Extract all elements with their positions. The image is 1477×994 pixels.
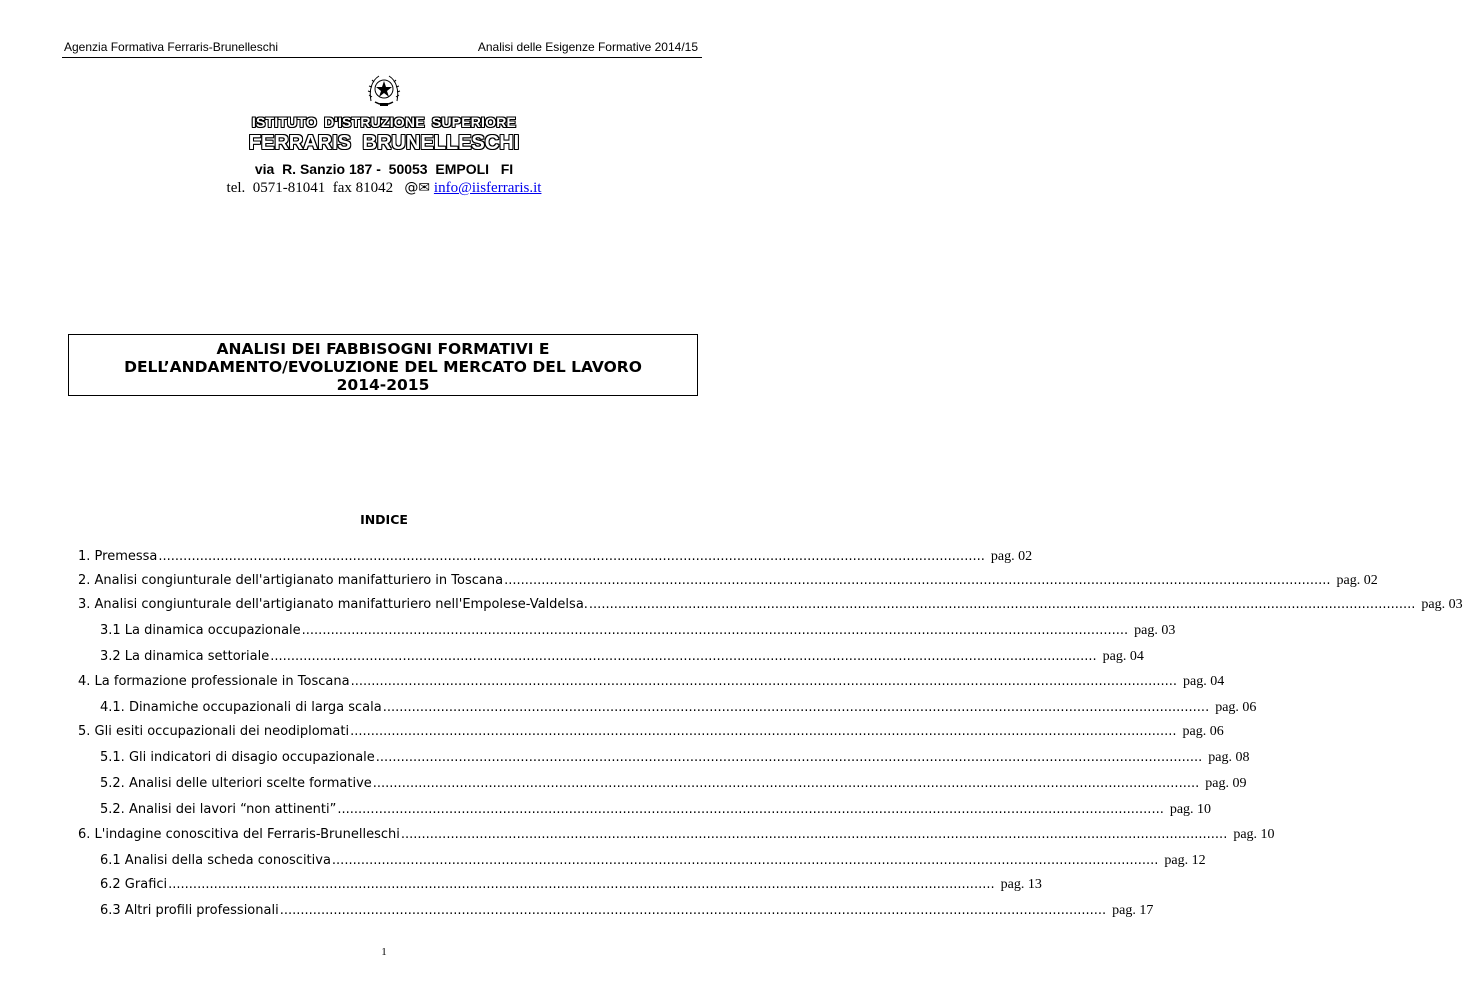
toc-entry-label: [78, 827, 1227, 842]
toc-entry-page: pag. 08: [1208, 750, 1250, 765]
toc-entry-page: pag. 03: [1421, 597, 1463, 612]
running-header-right: Analisi delle Esigenze Formative 2014/15: [477, 40, 698, 54]
toc-entry[interactable]: [100, 649, 1144, 669]
toc-leader-dots: ........................................................................................................................................................................................................: [375, 750, 1203, 765]
toc-entry[interactable]: [100, 700, 1257, 720]
toc-entry-label: [100, 623, 1128, 638]
toc-leader-dots: ........................................................................................................................................................................................................: [337, 802, 1164, 817]
toc-entry[interactable]: [100, 750, 1250, 770]
toc-entry-label: [100, 776, 1199, 791]
toc-leader-dots: ........................................................................................................................................................................................................: [168, 877, 995, 892]
toc-entry[interactable]: [100, 903, 1154, 923]
toc-entry-page: pag. 12: [1164, 853, 1206, 868]
email-link[interactable]: info@iisferraris.it: [433, 180, 542, 196]
toc-leader-dots: ........................................................................................................................................................................................................: [331, 853, 1159, 868]
toc-entry[interactable]: [100, 877, 1042, 897]
toc-entry-text: 6.1 Analisi della scheda conoscitiva: [100, 853, 331, 868]
title-line-3: 2014-2015: [336, 376, 430, 394]
toc-entry[interactable]: [100, 802, 1212, 822]
toc-entry-label: [78, 597, 1415, 612]
toc-leader-dots: ........................................................................................................................................................................................................: [350, 724, 1177, 739]
toc-entry[interactable]: [78, 827, 1275, 847]
toc-entry-label: [100, 903, 1106, 918]
institution-address: via R. Sanzio 187 - 50053 EMPOLI FI: [254, 161, 514, 177]
toc-entry-label: [100, 649, 1097, 664]
institution-contact: [0, 180, 768, 197]
toc-leader-dots: ........................................................................................................................................................................................................: [382, 700, 1210, 715]
toc-leader-dots: ........................................................................................................................................................................................................: [588, 597, 1416, 612]
toc-entry-text: 5.1. Gli indicatori di disagio occupazionale: [100, 750, 375, 765]
toc-entry-text: 4.1. Dinamiche occupazionali di larga scala: [100, 700, 382, 715]
toc-entry-text: 5.2. Analisi delle ulteriori scelte formative: [100, 776, 372, 791]
toc-entry-text: 5.2. Analisi dei lavori “non attinenti”: [100, 802, 337, 817]
toc-leader-dots: ........................................................................................................................................................................................................: [504, 573, 1331, 588]
toc-heading: INDICE: [360, 512, 408, 527]
toc-entry-text: 6.2 Grafici: [100, 877, 168, 892]
institution-type: ISTITUTO D'ISTRUZIONE SUPERIORE: [251, 114, 517, 130]
toc-entry[interactable]: [78, 597, 1463, 617]
running-header-left: Agenzia Formativa Ferraris-Brunelleschi: [64, 40, 279, 54]
italian-republic-emblem-icon: [367, 71, 401, 109]
toc-entry-label: [78, 573, 1331, 588]
toc-entry-label: [100, 853, 1158, 868]
toc-entry-page: pag. 13: [1000, 877, 1042, 892]
toc-entry-label: [100, 877, 995, 892]
toc-entry-page: pag. 06: [1182, 724, 1224, 739]
toc-entry-label: [78, 724, 1177, 739]
toc-entry-page: pag. 03: [1134, 623, 1176, 638]
toc-entry[interactable]: [78, 549, 1033, 569]
toc-leader-dots: ........................................................................................................................................................................................................: [372, 776, 1200, 791]
title-line-1: ANALISI DEI FABBISOGNI FORMATIVI E: [216, 340, 550, 358]
toc-entry-label: [78, 549, 985, 564]
toc-entry-page: pag. 10: [1169, 802, 1212, 817]
toc-entry-label: [100, 802, 1164, 817]
toc-entry-text: 4. La formazione professionale in Toscana: [78, 674, 350, 689]
phone-fax-text: tel. 0571-81041 fax 81042: [226, 180, 405, 196]
toc-leader-dots: ........................................................................................................................................................................................................: [279, 903, 1107, 918]
toc-entry-text: 3. Analisi congiunturale dell'artigianato manifatturiero nell'Empolese-Valdelsa.: [78, 597, 588, 612]
title-line-2: DELL’ANDAMENTO/EVOLUZIONE DEL MERCATO DEL LAVORO: [124, 358, 642, 376]
toc-entry-text: 2. Analisi congiunturale dell'artigianato manifatturiero in Toscana: [78, 573, 504, 588]
toc-leader-dots: ........................................................................................................................................................................................................: [301, 623, 1129, 638]
toc-entry[interactable]: [100, 623, 1176, 643]
toc-entry-page: pag. 02: [1336, 573, 1378, 588]
toc-entry-page: pag. 06: [1215, 700, 1257, 715]
toc-entry-page: pag. 02: [990, 549, 1033, 564]
toc-entry-page: pag. 10: [1233, 827, 1275, 842]
toc-entry-text: 1. Premessa: [78, 549, 158, 564]
toc-entry-text: 3.1 La dinamica occupazionale: [100, 623, 301, 638]
toc-entry-text: 5. Gli esiti occupazionali dei neodiplomati: [78, 724, 350, 739]
toc-entry-label: [100, 750, 1202, 765]
toc-entry-page: pag. 09: [1205, 776, 1247, 791]
toc-entry-page: pag. 04: [1102, 649, 1144, 664]
toc-entry-text: 3.2 La dinamica settoriale: [100, 649, 270, 664]
toc-entry[interactable]: [78, 573, 1378, 593]
toc-entry-label: [100, 700, 1209, 715]
toc-entry[interactable]: [78, 724, 1224, 744]
toc-leader-dots: ........................................................................................................................................................................................................: [158, 549, 985, 564]
toc-entry[interactable]: [78, 674, 1225, 694]
page-number: 1: [381, 946, 387, 958]
toc-leader-dots: ........................................................................................................................................................................................................: [350, 674, 1178, 689]
toc-leader-dots: ........................................................................................................................................................................................................: [400, 827, 1228, 842]
toc-entry-text: 6.3 Altri profili professionali: [100, 903, 279, 918]
toc-entry-page: pag. 17: [1112, 903, 1154, 918]
toc-leader-dots: ........................................................................................................................................................................................................: [270, 649, 1097, 664]
toc-entry-text: 6. L'indagine conoscitiva del Ferraris-Brunelleschi: [78, 827, 400, 842]
institution-name: FERRARIS BRUNELLESCHI: [248, 132, 520, 154]
toc-entry[interactable]: [100, 776, 1247, 796]
email-icon: @✉: [404, 180, 431, 196]
toc-entry[interactable]: [100, 853, 1206, 873]
header-divider: [62, 57, 702, 58]
document-title-box: [68, 334, 698, 396]
toc-entry-label: [78, 674, 1177, 689]
toc-entry-page: pag. 04: [1183, 674, 1225, 689]
